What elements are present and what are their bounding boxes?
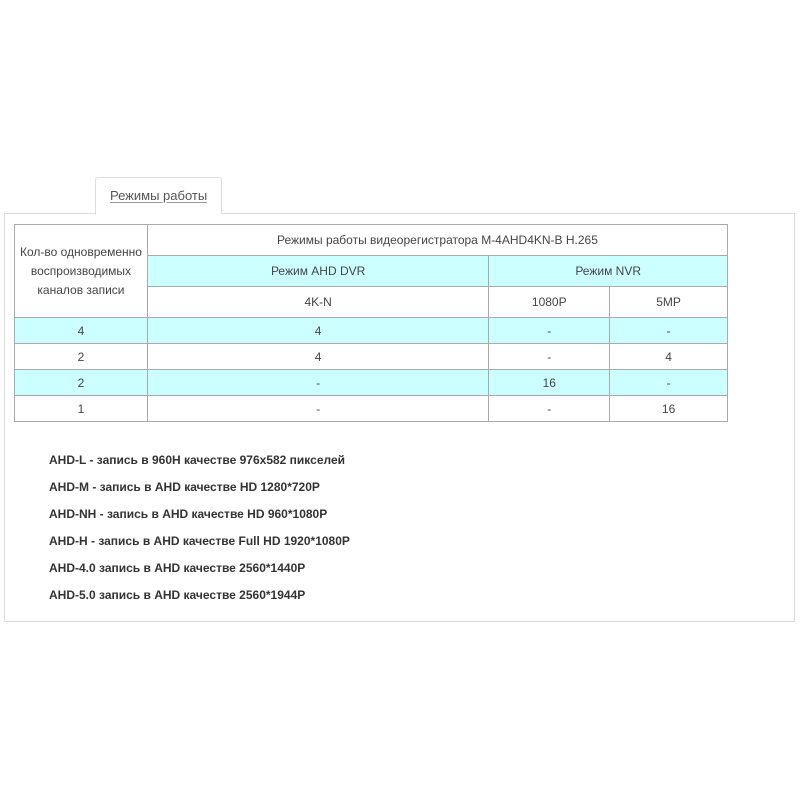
value-cell: -	[147, 396, 488, 422]
value-cell: -	[489, 344, 610, 370]
table-header-row	[15, 225, 728, 256]
column-1080p: 1080P	[489, 287, 610, 318]
value-cell: 4	[610, 344, 728, 370]
value-cell: 4	[147, 318, 488, 344]
note-ahd-h: AHD-H - запись в AHD качестве Full HD 1920*1080P	[49, 534, 350, 548]
table-row	[15, 344, 728, 370]
note-ahd-nh: AHD-NH - запись в AHD качестве HD 960*1080P	[49, 507, 328, 521]
modes-table	[14, 224, 728, 422]
value-cell: 16	[610, 396, 728, 422]
note-ahd-l: AHD-L - запись в 960H качестве 976x582 пикселей	[49, 453, 346, 467]
value-cell: -	[610, 370, 728, 396]
table-row	[15, 370, 728, 396]
tab-operating-modes[interactable]	[95, 177, 222, 215]
tab-panel	[4, 213, 795, 622]
group-nvr: Режим NVR	[489, 256, 728, 287]
value-cell: 4	[147, 344, 488, 370]
value-cell: -	[610, 318, 728, 344]
table-row	[15, 396, 728, 422]
value-cell: 16	[489, 370, 610, 396]
channels-cell: 1	[15, 396, 148, 422]
value-cell: -	[147, 370, 488, 396]
channels-cell: 2	[15, 344, 148, 370]
tab-label: Режимы работы	[110, 188, 208, 203]
value-cell: -	[489, 396, 610, 422]
tab-bar	[95, 177, 222, 215]
note-ahd-5: AHD-5.0 запись в AHD качестве 2560*1944P	[49, 588, 306, 602]
column-4k-n: 4K-N	[147, 287, 488, 318]
group-ahd-dvr: Режим AHD DVR	[147, 256, 488, 287]
channels-cell: 4	[15, 318, 148, 344]
channels-header: Кол-во одновременно воспроизводимых каналов записи	[15, 225, 148, 318]
note-ahd-m: AHD-M - запись в AHD качестве HD 1280*720P	[49, 480, 320, 494]
channels-cell: 2	[15, 370, 148, 396]
value-cell: -	[489, 318, 610, 344]
format-notes	[49, 451, 350, 613]
table-row	[15, 318, 728, 344]
note-ahd-4: AHD-4.0 запись в AHD качестве 2560*1440P	[49, 561, 306, 575]
column-5mp: 5MP	[610, 287, 728, 318]
table-title: Режимы работы видеорегистратора M-4AHD4KN-B H.265	[147, 225, 727, 256]
